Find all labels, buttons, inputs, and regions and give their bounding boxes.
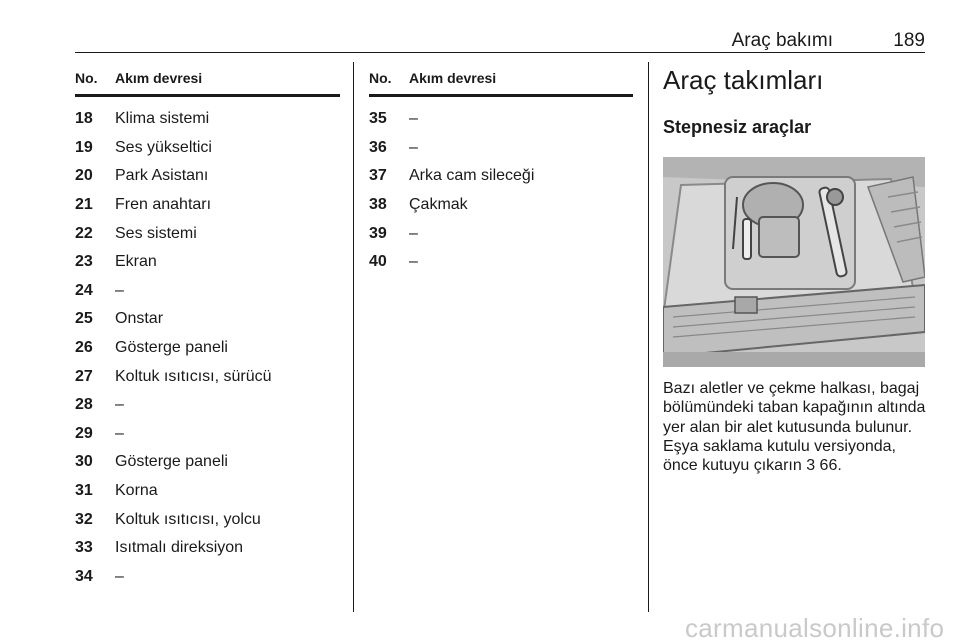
circuit-name: Park Asistanı [115, 167, 209, 185]
table-row [75, 563, 340, 592]
body-line [663, 456, 931, 475]
circuit-name: – [115, 424, 124, 442]
circuit-name: Koltuk ısıtıcısı, yolcu [115, 510, 261, 528]
trunk-tool-kit-illustration [663, 157, 925, 367]
fuse-number: 37 [369, 167, 387, 185]
watermark: carmanualsonline.info [685, 613, 945, 643]
body-line-text: önce kutuyu çıkarın [663, 457, 807, 475]
fuse-number: 25 [75, 310, 93, 328]
table-row [75, 505, 340, 534]
circuit-name: Isıtmalı direksiyon [115, 539, 244, 557]
page-reference-arrow-icon[interactable]: 3 [806, 457, 816, 475]
table-row [75, 305, 340, 334]
column-header-circuit: Akım devresi [115, 70, 203, 86]
circuit-name: Ses yükseltici [115, 138, 212, 156]
fuse-number: 38 [369, 196, 387, 214]
fuse-number: 35 [369, 110, 387, 128]
table-row [369, 191, 633, 220]
circuit-name: Ses sistemi [115, 224, 197, 242]
table-row [75, 277, 340, 306]
circuit-name: – [115, 281, 124, 299]
body-line: Bazı aletler ve çekme halkası, bagaj [663, 380, 920, 397]
column-header-circuit: Akım devresi [409, 70, 497, 86]
fuse-number: 40 [369, 253, 387, 271]
circuit-name: – [409, 138, 418, 156]
fuse-table-left [75, 70, 340, 591]
table-row [75, 248, 340, 277]
table-row [75, 448, 340, 477]
fuse-number: 27 [75, 367, 93, 385]
fuse-number: 39 [369, 224, 387, 242]
circuit-name: Korna [115, 482, 158, 500]
table-row [75, 334, 340, 363]
circuit-name: – [409, 110, 418, 128]
table-row [75, 134, 340, 163]
circuit-name: Gösterge paneli [115, 453, 228, 471]
section-title: Araç takımları [663, 65, 824, 95]
section-body-text [663, 379, 931, 475]
circuit-name: Ekran [115, 253, 157, 271]
fuse-number: 23 [75, 253, 93, 271]
page-reference-link[interactable]: 66. [819, 457, 842, 475]
circuit-name: Çakmak [409, 196, 468, 214]
fuse-number: 30 [75, 453, 93, 471]
section-subtitle: Stepnesiz araçlar [663, 117, 812, 137]
fuse-number: 31 [75, 482, 93, 500]
circuit-name: Gösterge paneli [115, 339, 228, 357]
table-row [75, 477, 340, 506]
table-row [75, 362, 340, 391]
fuse-number: 24 [75, 281, 93, 299]
table-row [75, 534, 340, 563]
table-body [369, 105, 633, 277]
table-row [75, 391, 340, 420]
table-row [369, 219, 633, 248]
table-header [369, 70, 633, 97]
table-header [75, 70, 340, 97]
section-name: Araç bakımı [731, 30, 833, 51]
table-row [75, 162, 340, 191]
circuit-name: – [409, 253, 418, 271]
table-row [369, 162, 633, 191]
circuit-name: Fren anahtarı [115, 196, 212, 214]
fuse-number: 32 [75, 510, 93, 528]
table-row [75, 105, 340, 134]
fuse-number: 18 [75, 110, 93, 128]
table-body [75, 105, 340, 591]
tools-section [663, 64, 928, 475]
fuse-number: 36 [369, 138, 387, 156]
fuse-number: 28 [75, 396, 93, 414]
table-row [369, 105, 633, 134]
table-row [369, 134, 633, 163]
page-number: 189 [893, 30, 925, 51]
page-header [75, 30, 925, 53]
circuit-name: – [115, 396, 124, 414]
circuit-name: Onstar [115, 310, 164, 328]
body-line: bölümündeki taban kapağının altında [663, 399, 926, 417]
table-row [75, 420, 340, 449]
body-line: Eşya saklama kutulu versiyonda, [663, 437, 896, 455]
fuse-number: 34 [75, 567, 93, 585]
table-row [75, 191, 340, 220]
fuse-number: 19 [75, 138, 93, 156]
table-row [369, 248, 633, 277]
fuse-number: 29 [75, 424, 93, 442]
column-header-no: No. [75, 70, 98, 86]
column-divider-left [353, 62, 354, 612]
column-divider-right [648, 62, 649, 612]
fuse-number: 22 [75, 224, 93, 242]
body-line: yer alan bir alet kutusunda bulunur. [663, 418, 913, 436]
column-header-no: No. [369, 70, 392, 86]
fuse-number: 33 [75, 539, 93, 557]
fuse-number: 21 [75, 196, 93, 214]
table-row [75, 219, 340, 248]
fuse-number: 26 [75, 339, 93, 357]
circuit-name: – [409, 224, 418, 242]
circuit-name: Arka cam sileceği [409, 167, 535, 185]
circuit-name: Koltuk ısıtıcısı, sürücü [115, 367, 272, 385]
circuit-name: Klima sistemi [115, 110, 210, 128]
fuse-number: 20 [75, 167, 93, 185]
fuse-table-right [369, 70, 633, 277]
circuit-name: – [115, 567, 124, 585]
